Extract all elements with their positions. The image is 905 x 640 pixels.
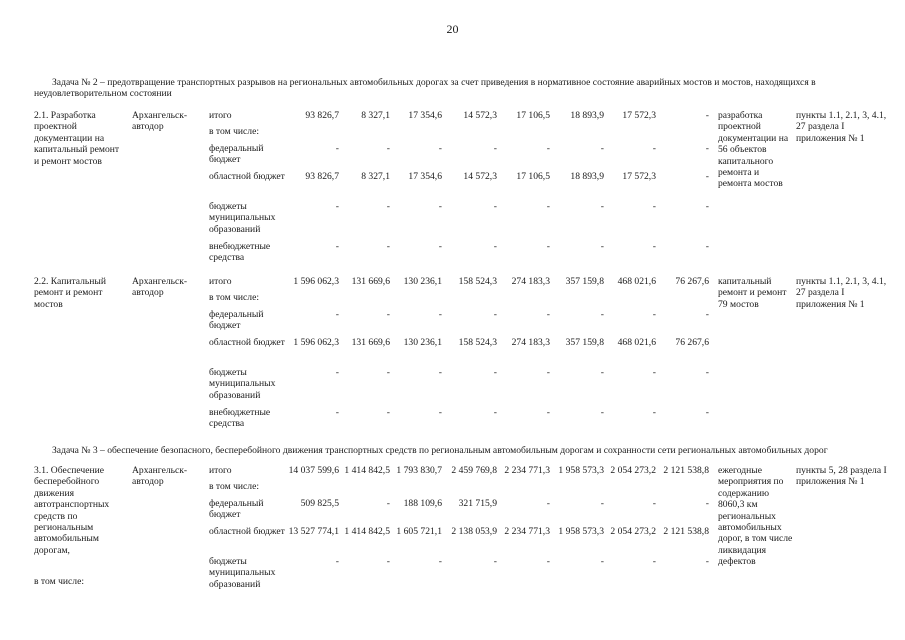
amount-total: -	[335, 143, 339, 154]
amount-y2020: -	[705, 498, 709, 509]
amount-y2018: -	[600, 201, 604, 212]
amount-y2014: -	[386, 143, 390, 154]
amount-total: 509 825,5	[300, 498, 339, 509]
amount-y2020: -	[705, 110, 709, 121]
reference: пункты 1.1, 2.1, 3, 4.1, 27 раздела I приложения № 1	[796, 110, 887, 144]
amount-y2017: 274 183,3	[511, 276, 550, 287]
amount-y2017: 17 106,5	[516, 110, 550, 121]
amount-y2015: -	[438, 241, 442, 252]
amount-y2019: -	[652, 367, 656, 378]
funding-source-label: федеральный бюджет	[209, 309, 264, 332]
amount-total: -	[335, 367, 339, 378]
amount-total: 93 826,7	[305, 110, 339, 121]
funding-source-label: в том числе:	[209, 126, 260, 137]
amount-y2015: 188 109,6	[403, 498, 442, 509]
amount-y2020: -	[705, 201, 709, 212]
amount-y2015: 1 793 830,7	[396, 465, 442, 476]
amount-y2020: 76 267,6	[675, 337, 709, 348]
executor: Архангельск-автодор	[132, 276, 188, 299]
amount-y2019: -	[652, 201, 656, 212]
amount-total: -	[335, 556, 339, 567]
amount-y2019: 2 054 273,2	[610, 465, 656, 476]
amount-y2017: -	[546, 241, 550, 252]
amount-y2020: -	[705, 309, 709, 320]
amount-y2014: 1 414 842,5	[344, 465, 390, 476]
executor: Архангельск-автодор	[132, 110, 188, 133]
amount-y2016: 158 524,3	[458, 337, 497, 348]
amount-y2017: 2 234 771,3	[504, 526, 550, 537]
amount-y2018: 1 958 573,3	[558, 526, 604, 537]
amount-y2017: 2 234 771,3	[504, 465, 550, 476]
amount-y2020: -	[705, 556, 709, 567]
amount-total: -	[335, 407, 339, 418]
amount-total: 13 527 774,1	[288, 526, 339, 537]
activity-name: 3.1. Обеспечение бесперебойного движения автотранспортных средств по региональным автомобильным дорогам,	[34, 465, 110, 556]
amount-y2019: 17 572,3	[622, 171, 656, 182]
amount-y2020: -	[705, 171, 709, 182]
amount-y2018: -	[600, 309, 604, 320]
funding-source-label: федеральный бюджет	[209, 498, 264, 521]
activity-name-tail: в том числе:	[34, 576, 85, 587]
amount-y2019: -	[652, 309, 656, 320]
funding-source-label: в том числе:	[209, 292, 260, 303]
amount-y2018: -	[600, 498, 604, 509]
amount-y2018: 357 159,8	[565, 337, 604, 348]
amount-y2016: 158 524,3	[458, 276, 497, 287]
amount-total: 14 037 599,6	[288, 465, 339, 476]
amount-y2018: -	[600, 143, 604, 154]
amount-y2020: 76 267,6	[675, 276, 709, 287]
funding-source-label: бюджеты муниципальных образований	[209, 201, 276, 235]
amount-y2014: -	[386, 556, 390, 567]
amount-y2018: 18 893,9	[570, 171, 604, 182]
amount-y2016: -	[493, 367, 497, 378]
funding-source-label: бюджеты муниципальных образований	[209, 367, 276, 401]
amount-y2018: 18 893,9	[570, 110, 604, 121]
amount-y2019: -	[652, 407, 656, 418]
amount-y2020: 2 121 538,8	[663, 526, 709, 537]
amount-total: 1 596 062,3	[293, 276, 339, 287]
amount-y2015: 130 236,1	[403, 337, 442, 348]
amount-y2014: -	[386, 241, 390, 252]
amount-total: 93 826,7	[305, 171, 339, 182]
amount-y2017: 274 183,3	[511, 337, 550, 348]
amount-y2015: -	[438, 556, 442, 567]
amount-y2016: 14 572,3	[463, 171, 497, 182]
amount-y2017: -	[546, 556, 550, 567]
expected-result: разработка проектной документации на 56 объектов капитального ремонта и ремонта мостов	[718, 110, 789, 190]
amount-y2019: 17 572,3	[622, 110, 656, 121]
amount-y2015: -	[438, 201, 442, 212]
amount-y2015: -	[438, 143, 442, 154]
amount-y2017: -	[546, 407, 550, 418]
amount-y2020: -	[705, 241, 709, 252]
activity-name: 2.1. Разработка проектной документации на капитальный ремонт и ремонт мостов	[34, 110, 120, 167]
amount-total: 1 596 062,3	[293, 337, 339, 348]
amount-y2015: 130 236,1	[403, 276, 442, 287]
amount-y2016: -	[493, 407, 497, 418]
amount-y2019: -	[652, 241, 656, 252]
funding-source-label: областной бюджет	[209, 171, 285, 182]
amount-y2018: 357 159,8	[565, 276, 604, 287]
amount-y2016: -	[493, 309, 497, 320]
funding-source-label: федеральный бюджет	[209, 143, 264, 166]
executor: Архангельск-автодор	[132, 465, 188, 488]
amount-y2018: -	[600, 367, 604, 378]
amount-y2020: -	[705, 407, 709, 418]
amount-y2014: -	[386, 498, 390, 509]
amount-y2016: -	[493, 143, 497, 154]
amount-y2015: 17 354,6	[408, 171, 442, 182]
amount-y2016: -	[493, 241, 497, 252]
funding-source-label: внебюджетные средства	[209, 407, 271, 430]
amount-y2016: -	[493, 201, 497, 212]
amount-y2020: 2 121 538,8	[663, 465, 709, 476]
amount-y2015: -	[438, 407, 442, 418]
amount-y2017: -	[546, 367, 550, 378]
amount-y2016: 2 138 053,9	[451, 526, 497, 537]
amount-y2019: -	[652, 556, 656, 567]
funding-source-label: в том числе:	[209, 481, 260, 492]
funding-source-label: бюджеты муниципальных образований	[209, 556, 276, 590]
funding-source-label: итого	[209, 110, 232, 121]
amount-y2017: -	[546, 143, 550, 154]
amount-y2016: 321 715,9	[458, 498, 497, 509]
amount-total: -	[335, 241, 339, 252]
amount-y2019: -	[652, 143, 656, 154]
task-2-heading: Задача № 2 – предотвращение транспортных разрывов на региональных автомобильных дорогах за счет приведения в нормативное состояние аварийных мостов и мостов, находящихся в неудовлетворительном состоянии	[34, 77, 816, 100]
expected-result: ежегодные мероприятия по содержанию 8060,3 км региональных автомобильных дорог, в том числе ликвидация дефектов	[718, 465, 793, 568]
reference: пункты 5, 28 раздела I приложения № 1	[796, 465, 887, 488]
funding-source-label: итого	[209, 276, 232, 287]
amount-y2019: 468 021,6	[617, 337, 656, 348]
amount-y2014: 1 414 842,5	[344, 526, 390, 537]
amount-y2015: -	[438, 367, 442, 378]
task-3-heading: Задача № 3 – обеспечение безопасного, бесперебойного движения транспортных средств по региональным автомобильным дорогам и сохранности сети региональных автомобильных дорог	[52, 445, 828, 456]
amount-y2017: 17 106,5	[516, 171, 550, 182]
amount-y2014: 131 669,6	[351, 276, 390, 287]
amount-y2017: -	[546, 201, 550, 212]
expected-result: капитальный ремонт и ремонт 79 мостов	[718, 276, 787, 310]
amount-y2018: -	[600, 241, 604, 252]
amount-y2019: -	[652, 498, 656, 509]
amount-y2014: -	[386, 367, 390, 378]
funding-source-label: областной бюджет	[209, 337, 285, 348]
amount-y2014: 8 327,1	[361, 171, 390, 182]
funding-source-label: областной бюджет	[209, 526, 285, 537]
funding-source-label: итого	[209, 465, 232, 476]
page-number: 20	[446, 22, 459, 36]
amount-y2014: 131 669,6	[351, 337, 390, 348]
amount-total: -	[335, 309, 339, 320]
amount-y2016: -	[493, 556, 497, 567]
amount-y2014: -	[386, 309, 390, 320]
amount-y2015: 1 605 721,1	[396, 526, 442, 537]
reference: пункты 1.1, 2.1, 3, 4.1, 27 раздела I приложения № 1	[796, 276, 887, 310]
activity-name: 2.2. Капитальный ремонт и ремонт мостов	[34, 276, 106, 310]
amount-y2018: 1 958 573,3	[558, 465, 604, 476]
amount-y2015: -	[438, 309, 442, 320]
amount-y2014: 8 327,1	[361, 110, 390, 121]
amount-y2014: -	[386, 407, 390, 418]
amount-y2017: -	[546, 309, 550, 320]
amount-total: -	[335, 201, 339, 212]
amount-y2016: 2 459 769,8	[451, 465, 497, 476]
funding-source-label: внебюджетные средства	[209, 241, 271, 264]
amount-y2020: -	[705, 143, 709, 154]
amount-y2018: -	[600, 407, 604, 418]
amount-y2018: -	[600, 556, 604, 567]
amount-y2016: 14 572,3	[463, 110, 497, 121]
amount-y2019: 2 054 273,2	[610, 526, 656, 537]
amount-y2015: 17 354,6	[408, 110, 442, 121]
amount-y2014: -	[386, 201, 390, 212]
amount-y2020: -	[705, 367, 709, 378]
amount-y2019: 468 021,6	[617, 276, 656, 287]
amount-y2017: -	[546, 498, 550, 509]
